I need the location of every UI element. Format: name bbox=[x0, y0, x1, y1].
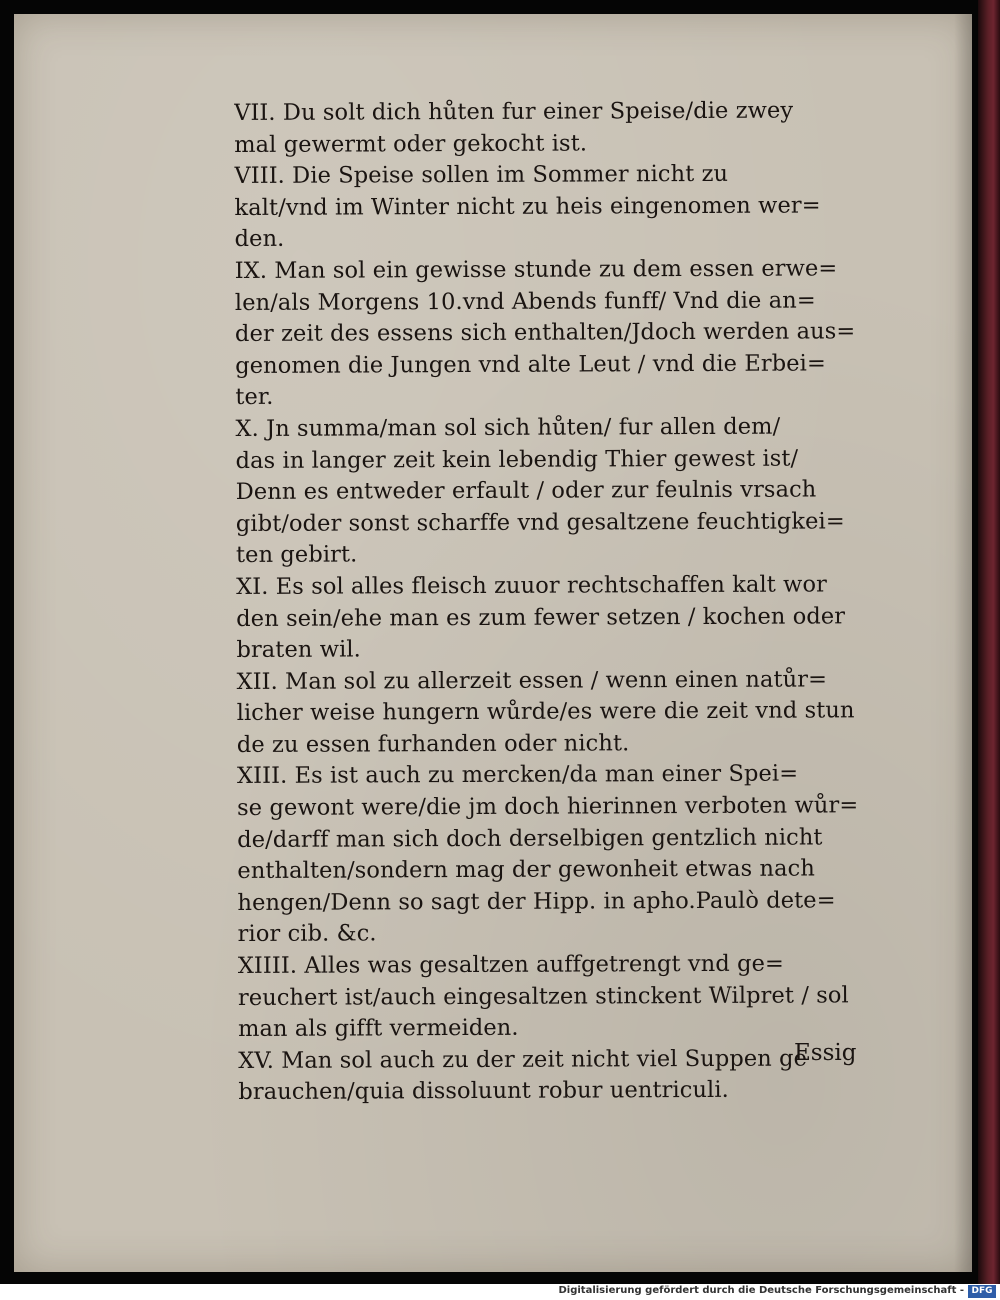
text-line: de zu essen furhanden oder nicht. bbox=[236, 730, 630, 758]
text-line: XI. Es sol alles fleisch zuuor rechtschaffen kalt wor bbox=[236, 571, 828, 600]
text-line: der zeit des essens sich enthalten/Jdoch werden aus= bbox=[234, 318, 856, 348]
text-line: VII. Du solt dich hůten fur einer Speise/die zwey bbox=[234, 97, 794, 126]
text-line: reuchert ist/auch eingesaltzen stinckent Wilpret / sol bbox=[237, 981, 849, 1011]
text-line: enthalten/sondern mag der gewonheit etwas nach bbox=[237, 855, 815, 885]
text-line: len/als Morgens 10.vnd Abends funff/ Vnd die an= bbox=[234, 287, 816, 316]
text-line: VIII. Die Speise sollen im Sommer nicht zu bbox=[234, 161, 729, 190]
text-line: se gewont were/die jm doch hierinnen verboten wůr= bbox=[237, 792, 859, 822]
text-line: XIII. Es ist auch zu mercken/da man einer Spei= bbox=[236, 761, 799, 790]
text-line: braten wil. bbox=[236, 636, 361, 664]
text-line: man als gifft vermeiden. bbox=[238, 1014, 519, 1043]
text-line: XIIII. Alles was gesaltzen auffgetrengt vnd ge= bbox=[237, 950, 784, 980]
text-line: brauchen/quia dissoluunt robur uentriculi. bbox=[238, 1077, 729, 1106]
text-line: rior cib. &c. bbox=[237, 920, 377, 948]
page-gutter-shadow bbox=[954, 14, 972, 1272]
text-line: genomen die Jungen vnd alte Leut / vnd die Erbei= bbox=[235, 350, 826, 379]
text-line: hengen/Denn so sagt der Hipp. in apho.Paulò dete= bbox=[237, 887, 836, 916]
text-line: kalt/vnd im Winter nicht zu heis eingenomen wer= bbox=[234, 192, 821, 221]
catchword: Essig bbox=[794, 1040, 857, 1066]
text-line: Denn es entweder erfault / oder zur feulnis vrsach bbox=[235, 476, 817, 506]
dfg-logo-icon: DFG bbox=[968, 1285, 996, 1298]
text-line: XV. Man sol auch zu der zeit nicht viel Suppen ge bbox=[238, 1045, 808, 1074]
text-line: mal gewermt oder gekocht ist. bbox=[234, 130, 588, 158]
text-line: das in langer zeit kein lebendig Thier gewest ist/ bbox=[235, 445, 799, 474]
text-line: ter. bbox=[235, 384, 274, 411]
funding-credit-text: Digitalisierung gefördert durch die Deutsche Forschungsgemeinschaft - bbox=[558, 1285, 964, 1296]
digitization-footer bbox=[0, 1284, 1000, 1300]
page-text-block bbox=[234, 95, 874, 1109]
text-line: licher weise hungern wůrde/es were die zeit vnd stun bbox=[236, 697, 855, 727]
text-line: ten gebirt. bbox=[235, 541, 358, 569]
text-line: den. bbox=[234, 226, 285, 253]
text-line: IX. Man sol ein gewisse stunde zu dem essen erwe= bbox=[234, 255, 838, 284]
book-spine-edge bbox=[978, 0, 1000, 1284]
text-line: XII. Man sol zu allerzeit essen / wenn einen natůr= bbox=[236, 666, 828, 695]
text-line: den sein/ehe man es zum fewer setzen / kochen oder bbox=[236, 602, 846, 632]
text-line: de/darff man sich doch derselbigen gentzlich nicht bbox=[237, 824, 823, 853]
text-line: X. Jn summa/man sol sich hůten/ fur allen dem/ bbox=[235, 413, 781, 442]
text-line: gibt/oder sonst scharffe vnd gesaltzene feuchtigkei= bbox=[235, 508, 845, 537]
